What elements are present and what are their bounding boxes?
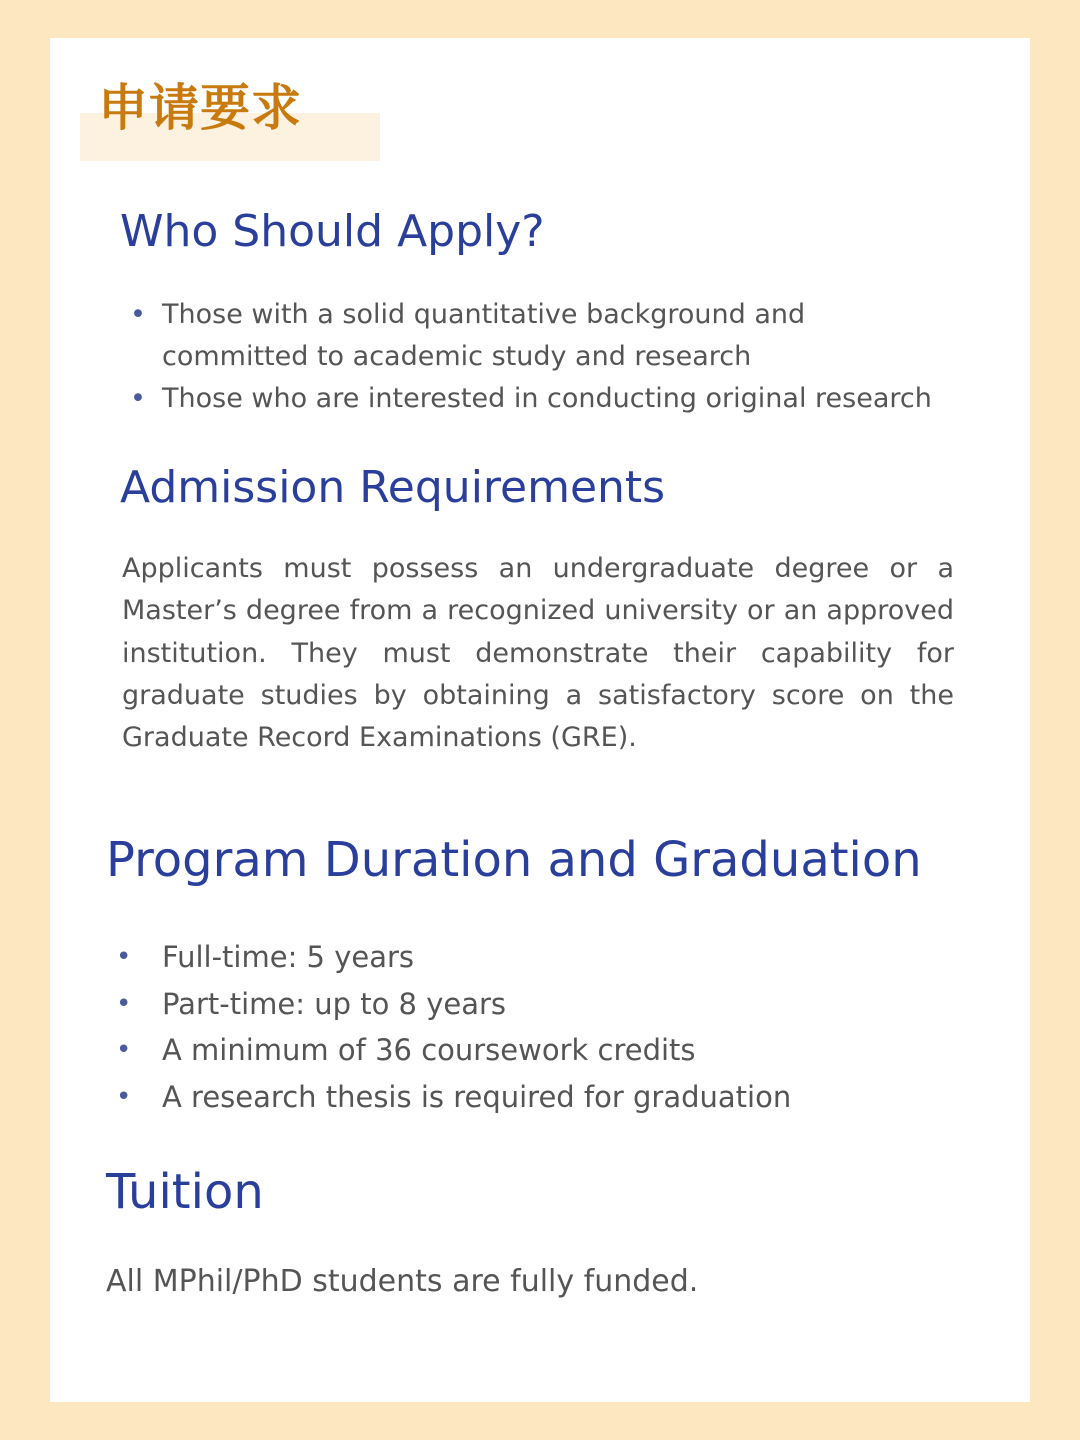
list-item [130, 294, 960, 378]
tuition-text: All MPhil/PhD students are fully funded. [106, 1264, 699, 1299]
who-should-apply-heading: Who Should Apply? [120, 206, 545, 257]
list-item [116, 934, 916, 981]
list-item-text: A research thesis is required for graduation [162, 1079, 792, 1114]
page-title: 申请要求 [98, 79, 302, 137]
content-card [50, 38, 1030, 1402]
list-item [116, 1027, 916, 1074]
list-item [116, 1074, 916, 1121]
list-item-text: Those who are interested in conducting original research [162, 383, 932, 414]
tuition-heading: Tuition [106, 1164, 264, 1220]
list-item [130, 378, 960, 420]
admission-requirements-text: Applicants must possess an undergraduate degree or a Master’s degree from a recognized university or an approved institution. They must demonstrate their capability for graduate studies by obtaining a satisfactory score on the Graduate Record Examinations (GRE). [122, 553, 954, 754]
list-item-text: A minimum of 36 coursework credits [162, 1033, 696, 1067]
who-should-apply-list [130, 294, 960, 420]
program-duration-heading: Program Duration and Graduation [106, 832, 922, 888]
list-item-text: Those with a solid quantitative background and committed to academic study and research [162, 299, 806, 372]
bullet-icon: • [116, 942, 132, 972]
list-item-text: Full-time: 5 years [162, 940, 415, 974]
list-item [116, 981, 916, 1028]
bullet-icon: • [116, 988, 132, 1019]
list-item-text: Part-time: up to 8 years [162, 986, 507, 1021]
program-duration-list [116, 934, 916, 1120]
bullet-icon: • [116, 1035, 132, 1065]
bullet-icon: • [130, 299, 146, 330]
bullet-icon: • [116, 1081, 132, 1112]
admission-requirements-heading: Admission Requirements [120, 462, 666, 513]
bullet-icon: • [130, 383, 146, 414]
